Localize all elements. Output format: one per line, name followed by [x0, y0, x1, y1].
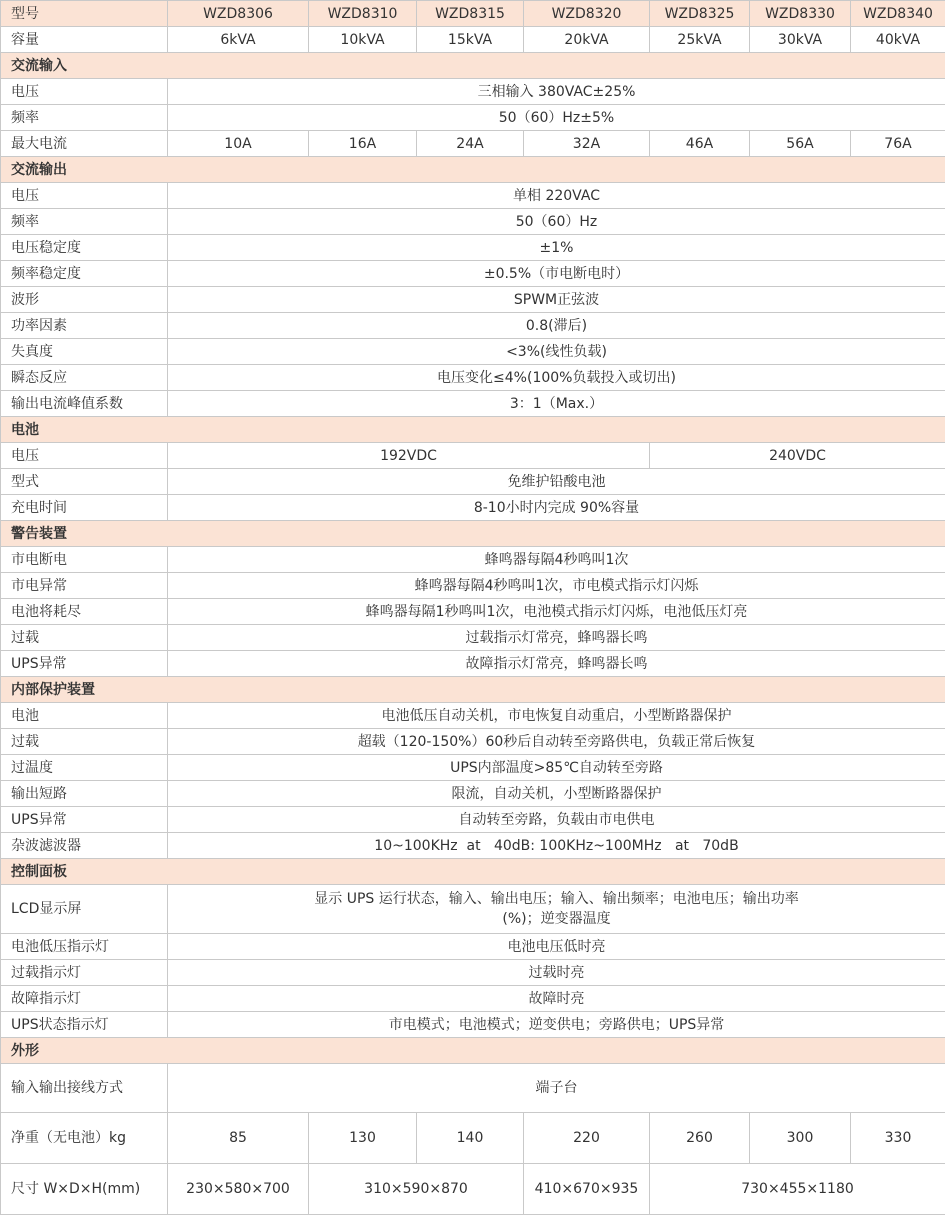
row-value: <3%(线性负载) — [168, 339, 945, 365]
section-title: 外形 — [1, 1038, 945, 1064]
row-value: 电压变化≤4%(100%负载投入或切出) — [168, 365, 945, 391]
row-value: 蜂鸣器每隔4秒鸣叫1次，市电模式指示灯闪烁 — [168, 573, 945, 599]
spec-row — [1, 625, 945, 651]
spec-row — [1, 469, 945, 495]
row-label: 市电异常 — [1, 573, 168, 599]
row-value: 过载指示灯常亮，蜂鸣器长鸣 — [168, 625, 945, 651]
spec-row — [1, 391, 945, 417]
row-label: 过载 — [1, 625, 168, 651]
section-alarm — [1, 521, 945, 547]
spec-row — [1, 755, 945, 781]
spec-row — [1, 960, 945, 986]
weight-cell: 85 — [168, 1113, 309, 1164]
spec-row — [1, 79, 945, 105]
capacity-cell: 40kVA — [851, 27, 945, 53]
battery-voltage-row — [1, 443, 945, 469]
row-value: 限流，自动关机，小型断路器保护 — [168, 781, 945, 807]
row-label: 电池低压指示灯 — [1, 934, 168, 960]
model-cell: WZD8330 — [750, 1, 851, 27]
spec-row — [1, 807, 945, 833]
current-cell: 32A — [524, 131, 650, 157]
row-value: UPS内部温度>85℃自动转至旁路 — [168, 755, 945, 781]
spec-row — [1, 934, 945, 960]
model-row — [1, 1, 945, 27]
row-label: UPS状态指示灯 — [1, 1012, 168, 1038]
spec-row — [1, 313, 945, 339]
capacity-row — [1, 27, 945, 53]
row-label: 频率稳定度 — [1, 261, 168, 287]
section-protection — [1, 677, 945, 703]
section-exterior — [1, 1038, 945, 1064]
model-cell: WZD8315 — [417, 1, 524, 27]
battery-voltage-right: 240VDC — [650, 443, 945, 469]
row-value: 蜂鸣器每隔1秒鸣叫1次，电池模式指示灯闪烁，电池低压灯亮 — [168, 599, 945, 625]
row-value: 过载时亮 — [168, 960, 945, 986]
spec-row — [1, 1012, 945, 1038]
row-value: 蜂鸣器每隔4秒鸣叫1次 — [168, 547, 945, 573]
row-label: 波形 — [1, 287, 168, 313]
spec-row — [1, 573, 945, 599]
row-value: 50（60）Hz — [168, 209, 945, 235]
weight-cell: 140 — [417, 1113, 524, 1164]
row-value: 自动转至旁路，负载由市电供电 — [168, 807, 945, 833]
row-label: 瞬态反应 — [1, 365, 168, 391]
row-value: 故障指示灯常亮，蜂鸣器长鸣 — [168, 651, 945, 677]
row-value: 8-10小时内完成 90%容量 — [168, 495, 945, 521]
row-label: 净重（无电池）kg — [1, 1113, 168, 1164]
row-value: 免维护铅酸电池 — [168, 469, 945, 495]
row-label: 电压稳定度 — [1, 235, 168, 261]
spec-row — [1, 986, 945, 1012]
spec-row — [1, 781, 945, 807]
row-label: 过载指示灯 — [1, 960, 168, 986]
row-label: 输出短路 — [1, 781, 168, 807]
section-title: 控制面板 — [1, 859, 945, 885]
spec-row — [1, 599, 945, 625]
row-label: 输入输出接线方式 — [1, 1064, 168, 1113]
max-current-row — [1, 131, 945, 157]
row-label: LCD显示屏 — [1, 885, 168, 934]
row-value: 市电模式；电池模式；逆变供电；旁路供电；UPS异常 — [168, 1012, 945, 1038]
row-label: 输出电流峰值系数 — [1, 391, 168, 417]
current-cell: 46A — [650, 131, 750, 157]
row-label: 频率 — [1, 105, 168, 131]
row-value: 三相输入 380VAC±25% — [168, 79, 945, 105]
row-value: 端子台 — [168, 1064, 945, 1113]
row-label: 过载 — [1, 729, 168, 755]
model-label: 型号 — [1, 1, 168, 27]
spec-row — [1, 729, 945, 755]
row-value: 50（60）Hz±5% — [168, 105, 945, 131]
spec-row — [1, 287, 945, 313]
row-label: 电池将耗尽 — [1, 599, 168, 625]
row-value: SPWM正弦波 — [168, 287, 945, 313]
lcd-row — [1, 885, 945, 934]
size-cell: 230×580×700 — [168, 1164, 309, 1215]
current-cell: 24A — [417, 131, 524, 157]
capacity-cell: 10kVA — [309, 27, 417, 53]
row-label: 电压 — [1, 183, 168, 209]
section-title: 警告装置 — [1, 521, 945, 547]
row-label: 杂波滤波器 — [1, 833, 168, 859]
weight-cell: 130 — [309, 1113, 417, 1164]
row-value: 超载（120-150%）60秒后自动转至旁路供电，负载正常后恢复 — [168, 729, 945, 755]
row-label: 电池 — [1, 703, 168, 729]
current-cell: 16A — [309, 131, 417, 157]
spec-row — [1, 365, 945, 391]
row-label: UPS异常 — [1, 651, 168, 677]
section-ac-output — [1, 157, 945, 183]
section-title: 交流输入 — [1, 53, 945, 79]
weight-cell: 220 — [524, 1113, 650, 1164]
spec-row — [1, 339, 945, 365]
row-label: 尺寸 W×D×H(mm) — [1, 1164, 168, 1215]
spec-row — [1, 703, 945, 729]
capacity-cell: 25kVA — [650, 27, 750, 53]
model-cell: WZD8325 — [650, 1, 750, 27]
spec-row — [1, 235, 945, 261]
spec-row — [1, 547, 945, 573]
size-cell: 410×670×935 — [524, 1164, 650, 1215]
weight-row — [1, 1113, 945, 1164]
row-value: 单相 220VAC — [168, 183, 945, 209]
section-title: 交流输出 — [1, 157, 945, 183]
row-value: 电池低压自动关机，市电恢复自动重启，小型断路器保护 — [168, 703, 945, 729]
row-label: 故障指示灯 — [1, 986, 168, 1012]
row-value: ±0.5%（市电断电时） — [168, 261, 945, 287]
capacity-cell: 6kVA — [168, 27, 309, 53]
row-value: 10~100KHz at 40dB: 100KHz~100MHz at 70dB — [168, 833, 945, 859]
row-label: 最大电流 — [1, 131, 168, 157]
row-label: 型式 — [1, 469, 168, 495]
weight-cell: 260 — [650, 1113, 750, 1164]
current-cell: 10A — [168, 131, 309, 157]
capacity-cell: 30kVA — [750, 27, 851, 53]
model-cell: WZD8340 — [851, 1, 945, 27]
row-label: 失真度 — [1, 339, 168, 365]
spec-row — [1, 495, 945, 521]
row-label: 功率因素 — [1, 313, 168, 339]
row-label: 过温度 — [1, 755, 168, 781]
spec-row — [1, 105, 945, 131]
row-label: 电压 — [1, 443, 168, 469]
row-label: 市电断电 — [1, 547, 168, 573]
size-cell: 730×455×1180 — [650, 1164, 945, 1215]
row-label: 电压 — [1, 79, 168, 105]
row-value: 3：1（Max.） — [168, 391, 945, 417]
size-cell: 310×590×870 — [309, 1164, 524, 1215]
model-cell: WZD8306 — [168, 1, 309, 27]
row-value: ±1% — [168, 235, 945, 261]
model-cell: WZD8320 — [524, 1, 650, 27]
current-cell: 76A — [851, 131, 945, 157]
current-cell: 56A — [750, 131, 851, 157]
section-ac-input — [1, 53, 945, 79]
row-label: UPS异常 — [1, 807, 168, 833]
row-value: 0.8(滞后) — [168, 313, 945, 339]
wiring-row — [1, 1064, 945, 1113]
battery-voltage-left: 192VDC — [168, 443, 650, 469]
lcd-line-1: 显示 UPS 运行状态，输入、输出电压；输入、输出频率；电池电压；输出功率 — [172, 889, 941, 909]
model-cell: WZD8310 — [309, 1, 417, 27]
lcd-line-2: (%)；逆变器温度 — [172, 909, 941, 929]
size-row — [1, 1164, 945, 1215]
section-title: 内部保护装置 — [1, 677, 945, 703]
spec-row — [1, 183, 945, 209]
spec-row — [1, 833, 945, 859]
row-value: 故障时亮 — [168, 986, 945, 1012]
spec-row — [1, 651, 945, 677]
spec-row — [1, 261, 945, 287]
section-battery — [1, 417, 945, 443]
lcd-value — [168, 885, 945, 934]
capacity-cell: 15kVA — [417, 27, 524, 53]
spec-row — [1, 209, 945, 235]
row-label: 频率 — [1, 209, 168, 235]
row-label: 充电时间 — [1, 495, 168, 521]
weight-cell: 300 — [750, 1113, 851, 1164]
capacity-label: 容量 — [1, 27, 168, 53]
weight-cell: 330 — [851, 1113, 945, 1164]
row-value: 电池电压低时亮 — [168, 934, 945, 960]
section-panel — [1, 859, 945, 885]
capacity-cell: 20kVA — [524, 27, 650, 53]
section-title: 电池 — [1, 417, 945, 443]
